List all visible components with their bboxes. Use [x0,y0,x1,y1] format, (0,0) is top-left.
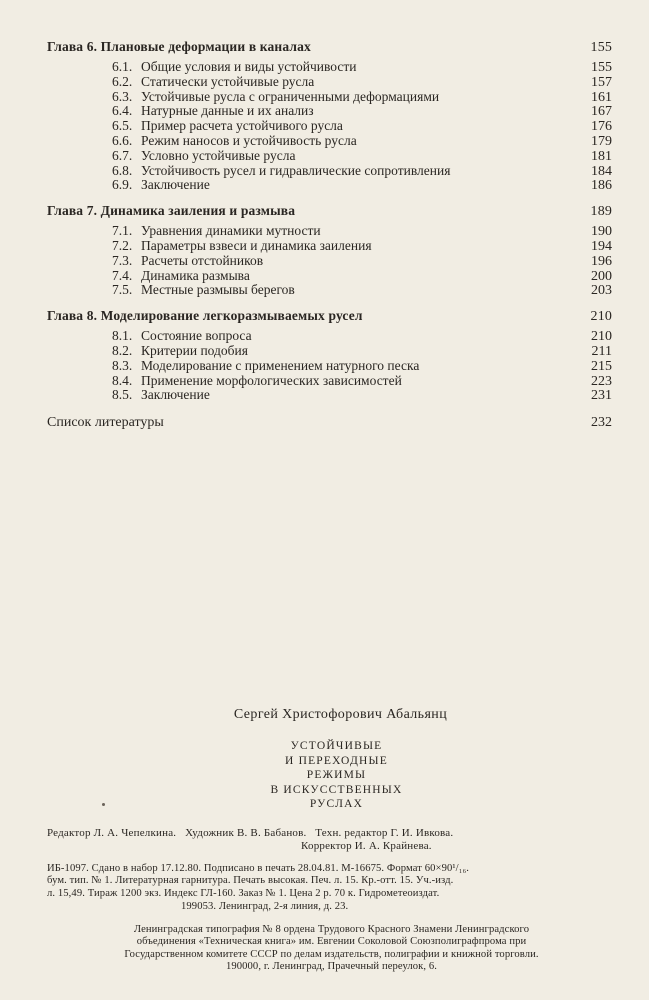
credits-line: Редактор Л. А. Чепелкина. Художник В. В. Бабанов. Техн. редактор Г. И. Ивкова. [47,826,454,839]
printer-info [14,924,649,974]
section-title: Общие условия и виды устойчивости [141,59,357,74]
chapter-title: Глава 7. Динамика заиления и размыва [47,203,296,219]
section-title: Режим наносов и устойчивость русла [141,132,357,148]
section-row [47,164,612,179]
chapter-8 [47,306,612,403]
section-number: 6.6. [112,132,133,148]
section-row [47,178,612,193]
book-title-line: РУСЛАХ [309,798,364,810]
section-number: 8.2. [112,342,133,358]
section-number: 6.4. [112,103,133,119]
section-number: 6.7. [112,147,133,163]
section-title: Расчеты отстойников [141,252,264,268]
section-page: 155 [591,60,612,75]
section-number: 8.1. [112,328,133,344]
section-page: 196 [591,253,612,269]
section-page: 157 [591,74,612,90]
section-row [47,344,612,359]
section-page: 223 [591,373,612,389]
printer-line: 190000, г. Ленинград, Прачечный переулок, 6. [225,961,438,973]
section-row [47,149,612,164]
section-row [47,90,612,105]
section-row [47,388,612,403]
section-number: 6.5. [112,118,133,134]
section-number: 7.3. [112,252,133,268]
section-row [47,359,612,374]
section-number: 6.1. [112,59,133,74]
section-list [47,329,612,403]
section-page: 194 [591,238,612,254]
section-number: 6.2. [112,73,133,89]
section-number: 6.3. [112,88,133,104]
section-page: 184 [591,163,612,179]
section-page: 203 [591,283,612,299]
section-page: 190 [591,224,612,240]
table-of-contents [47,37,612,433]
author-name: Сергей Христофорович Абальянц [233,707,448,722]
section-page: 215 [591,358,612,374]
bibliography-title: Список литературы [47,415,164,431]
section-title: Устойчивые русла с ограниченными деформациями [141,88,440,104]
section-row [47,269,612,284]
chapter-heading [47,306,612,326]
section-row [47,134,612,149]
section-page: 231 [591,388,612,404]
book-title [24,739,649,812]
chapter-page: 189 [590,204,612,220]
section-number: 8.4. [112,372,133,388]
section-title: Критерии подобия [141,342,248,358]
publication-imprint [0,863,617,914]
section-row [47,119,612,134]
section-page: 176 [591,119,612,135]
section-title: Пример расчета устойчивого русла [141,118,343,134]
chapter-page: 155 [590,40,612,55]
section-title: Статически устойчивые русла [141,73,315,89]
bibliography-page: 232 [591,415,612,431]
chapter-page: 210 [590,309,612,325]
section-list [47,60,612,193]
section-page: 210 [591,329,612,345]
book-title-line: УСТОЙЧИВЫЕ [290,740,383,752]
section-row [47,60,612,75]
section-title: Местные размывы берегов [141,282,295,298]
section-page: 167 [591,104,612,120]
editorial-credits [0,827,649,853]
section-title: Моделирование с применением натурного песка [141,357,420,373]
section-page: 161 [591,89,612,105]
section-number: 7.2. [112,237,133,253]
section-row [47,104,612,119]
section-number: 8.3. [112,357,133,373]
section-number: 7.1. [112,223,133,239]
printer-line: объединения «Техническая книга» им. Евгении Соколовой Союзполиграфпрома при [136,936,527,948]
section-row [47,329,612,344]
section-row [47,224,612,239]
section-title: Натурные данные и их анализ [141,103,314,119]
section-title: Состояние вопроса [141,328,252,344]
section-number: 8.5. [112,387,133,403]
chapter-title: Глава 8. Моделирование легкоразмываемых русел [47,308,363,324]
section-list [47,224,612,298]
section-number: 6.8. [112,162,133,178]
chapter-heading [47,37,612,57]
section-title: Уравнения динамики мутности [141,223,321,239]
section-page: 200 [591,268,612,284]
section-title: Заключение [141,387,210,403]
chapter-heading [47,201,612,221]
book-title-line: И ПЕРЕХОДНЫЕ [285,754,388,767]
imprint-line: бум. тип. № 1. Литературная гарнитура. Печать высокая. Печ. л. 15. Кр.-отт. 15. Уч.-изд. [47,875,454,887]
section-page: 211 [591,343,612,359]
section-title: Заключение [141,177,210,193]
section-row [47,75,612,90]
section-number: 7.5. [112,282,133,298]
chapter-7 [47,201,612,298]
section-page: 186 [591,178,612,194]
imprint-line: л. 15,49. Тираж 1200 экз. Индекс ГЛ-160. Заказ № 1. Цена 2 р. 70 к. Гидрометеоиздат. [47,888,440,900]
chapter-6 [47,37,612,193]
bibliography-entry [47,413,612,433]
section-number: 6.9. [112,177,133,193]
paper-speck [102,803,105,806]
section-title: Условно устойчивые русла [141,147,296,163]
section-page: 181 [591,148,612,164]
section-number: 7.4. [112,267,133,283]
section-row [47,254,612,269]
section-row [47,283,612,298]
credits-line: Корректор И. А. Крайнева. [301,839,432,852]
section-title: Применение морфологических зависимостей [141,372,402,388]
section-row [47,374,612,389]
imprint-line: 199053. Ленинград, 2-я линия, д. 23. [181,900,349,912]
printer-line: Государственном комитете СССР по делам издательств, полиграфии и книжной торговли. [124,948,539,960]
section-title: Динамика размыва [141,267,250,283]
section-title: Устойчивость русел и гидравлические сопротивления [141,162,451,178]
colophon [0,704,649,974]
printer-line: Ленинградская типография № 8 ордена Трудового Красного Знамени Ленинградского [133,923,530,935]
imprint-line: ИБ-1097. Сдано в набор 17.12.80. Подписано в печать 28.04.81. М-16675. Формат 60×90¹/₁₆. [47,862,470,874]
chapter-title: Глава 6. Плановые деформации в каналах [47,39,311,54]
book-title-line: РЕЖИМЫ [306,769,367,781]
section-title: Параметры взвеси и динамика заиления [141,237,372,253]
section-page: 179 [591,133,612,149]
book-title-line: В ИСКУССТВЕННЫХ [270,783,403,796]
section-row [47,239,612,254]
